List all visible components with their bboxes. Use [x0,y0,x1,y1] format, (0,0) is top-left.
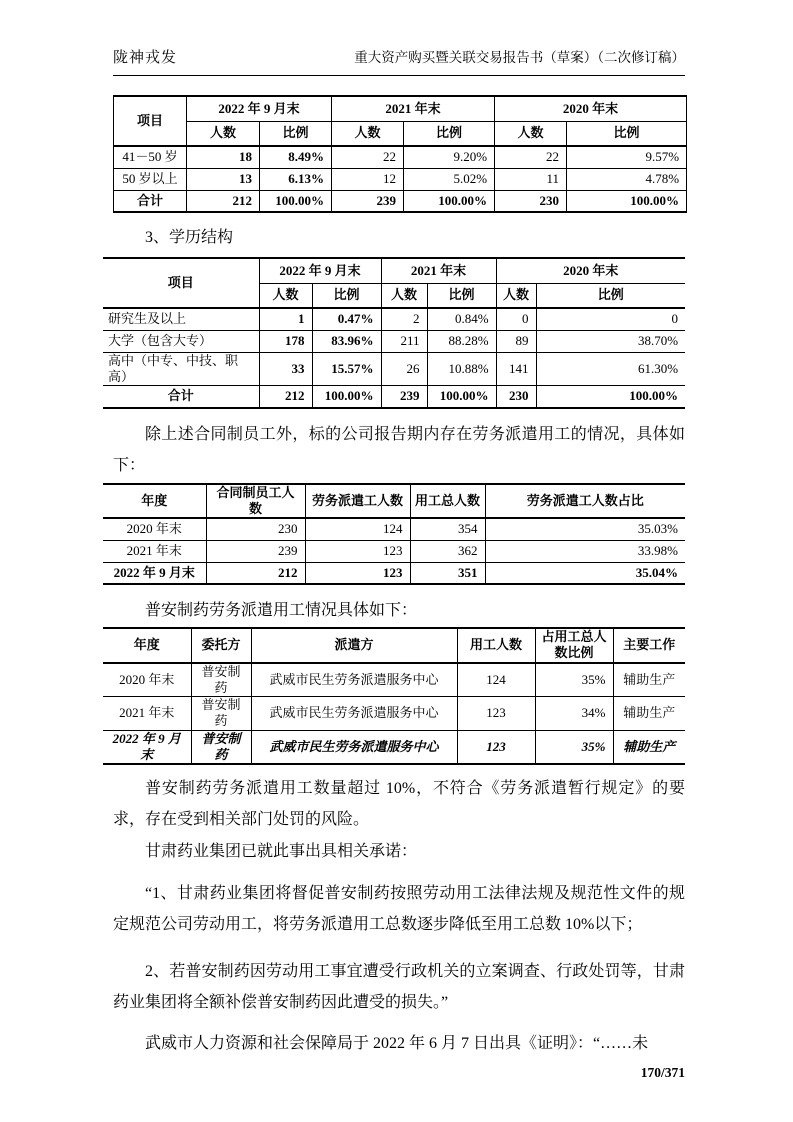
cell: 100.00% [260,190,332,212]
col-header-count: 人数 [259,283,312,308]
table-row [103,518,685,540]
col-header-worker-count: 用工人数 [457,628,535,663]
cell: 212 [206,562,305,584]
cell: 辅助生产 [613,697,685,731]
cell: 123 [457,730,535,764]
cell: 2021 年末 [103,697,191,731]
col-header-year: 年度 [103,484,206,519]
cell: 100.00% [312,386,381,408]
col-group-2020: 2020 年末 [495,96,687,121]
cell: 8.49% [260,146,332,168]
row-label: 50 岁以上 [114,168,187,190]
cell: 12 [332,168,404,190]
puan-dispatch-detail-table [103,627,685,765]
col-header-ratio: 比例 [427,283,496,308]
table-row [103,663,685,697]
col-group-2020: 2020 年末 [496,258,685,283]
cell: 230 [495,190,567,212]
page-number: 170/371 [640,1065,685,1080]
col-header-dispatcher: 派遣方 [251,628,457,663]
labor-dispatch-summary-table [103,483,685,586]
cell: 178 [259,330,312,352]
cell: 2020 年末 [103,663,191,697]
cell: 武威市民生劳务派遣服务中心 [251,663,457,697]
table-row [103,697,685,731]
cell: 5.02% [404,168,495,190]
cell: 239 [332,190,404,212]
paragraph-risk: 普安制药劳务派遣用工数量超过 10%，不符合《劳务派遣暂行规定》的要求，存在受到相关部门处罚的风险。 [113,780,685,828]
header-company-name: 陇神戎发 [113,50,178,66]
cell: 100.00% [567,190,687,212]
cell: 武威市民生劳务派遣服务中心 [251,697,457,731]
col-group-2021: 2021 年末 [381,258,496,283]
cell: 4.78% [567,168,687,190]
cell: 100.00% [404,190,495,212]
table-row-current-period [103,730,685,764]
col-header-year: 年度 [103,628,191,663]
col-group-2021: 2021 年末 [332,96,495,121]
cell: 11 [495,168,567,190]
education-structure-table [103,257,685,409]
age-structure-table [113,95,687,213]
table-row-current-period [103,562,685,584]
row-label: 41－50 岁 [114,146,187,168]
col-header-item: 项目 [114,96,187,146]
paragraph-dispatch-intro: 除上述合同制员工外，标的公司报告期内存在劳务派遣用工的情况，具体如下： [113,425,685,474]
cell: 230 [496,386,536,408]
cell: 35% [535,663,613,697]
row-label: 大学（包含大专） [103,330,259,352]
cell: 22 [332,146,404,168]
col-header-ratio: 比例 [312,283,381,308]
col-group-2022: 2022 年 9 月末 [259,258,381,283]
cell: 123 [305,540,410,562]
cell: 普安制药 [191,663,251,697]
cell: 239 [381,386,427,408]
cell: 6.13% [260,168,332,190]
cell: 351 [410,562,485,584]
cell: 35.03% [485,518,685,540]
table-header-row [114,96,687,121]
table-row [103,308,685,330]
cell: 2021 年末 [103,540,206,562]
cell: 18 [187,146,260,168]
cell: 239 [206,540,305,562]
table-header-row [103,258,685,283]
cell: 26 [381,352,427,386]
col-header-total-count: 用工总人数 [410,484,485,519]
table-header-row [103,484,685,519]
cell: 100.00% [427,386,496,408]
cell: 2022 年 9 月末 [103,730,191,764]
cell: 34% [535,697,613,731]
col-header-client: 委托方 [191,628,251,663]
section-heading: 3、学历结构 [145,229,234,246]
cell: 普安制药 [191,730,251,764]
cell: 0.47% [312,308,381,330]
cell: 22 [495,146,567,168]
col-header-count: 人数 [187,121,260,146]
cell: 0.84% [427,308,496,330]
col-header-count: 人数 [495,121,567,146]
cell: 89 [496,330,536,352]
cell: 35.04% [485,562,685,584]
table-row [103,540,685,562]
cell: 212 [187,190,260,212]
col-header-main-work: 主要工作 [613,628,685,663]
cell: 88.28% [427,330,496,352]
table-header-row [103,628,685,663]
cell: 38.70% [536,330,685,352]
cell: 2 [381,308,427,330]
cell: 124 [305,518,410,540]
row-label: 合计 [114,190,187,212]
cell: 辅助生产 [613,663,685,697]
col-header-count: 人数 [332,121,404,146]
cell: 61.30% [536,352,685,386]
cell: 0 [536,308,685,330]
table-subheader-row [114,121,687,146]
cell: 100.00% [536,386,685,408]
cell: 141 [496,352,536,386]
col-group-2022: 2022 年 9 月末 [187,96,332,121]
table-total-row [103,386,685,408]
col-header-ratio: 比例 [567,121,687,146]
cell: 211 [381,330,427,352]
col-header-contract-count: 合同制员工人数 [206,484,305,519]
cell: 2022 年 9 月末 [103,562,206,584]
cell: 354 [410,518,485,540]
page-header [113,46,685,76]
cell: 230 [206,518,305,540]
cell: 10.88% [427,352,496,386]
cell: 武威市民生劳务派遣服务中心 [251,730,457,764]
cell: 9.20% [404,146,495,168]
cell: 9.57% [567,146,687,168]
table-total-row [114,190,687,212]
cell: 辅助生产 [613,730,685,764]
header-document-title: 重大资产购买暨关联交易报告书（草案）（二次修订稿） [354,50,685,65]
table-row [103,330,685,352]
paragraph-puan-intro: 普安制药劳务派遣用工情况具体如下： [145,602,418,619]
table-row [114,146,687,168]
col-header-dispatch-ratio: 劳务派遣工人数占比 [485,484,685,519]
col-header-ratio: 比例 [260,121,332,146]
paragraph-commitment-intro: 甘肃药业集团已就此事出具相关承诺： [145,843,418,860]
cell: 13 [187,168,260,190]
cell: 83.96% [312,330,381,352]
col-header-count: 人数 [381,283,427,308]
cell: 35% [535,730,613,764]
cell: 362 [410,540,485,562]
col-header-dispatch-count: 劳务派遣工人数 [305,484,410,519]
cell: 0 [496,308,536,330]
paragraph-certificate: 武威市人力资源和社会保障局于 2022 年 6 月 7 日出具《证明》：“……未 [145,1035,649,1052]
table-row [114,168,687,190]
cell: 33 [259,352,312,386]
cell: 212 [259,386,312,408]
col-header-item: 项目 [103,258,259,308]
cell: 15.57% [312,352,381,386]
cell: 1 [259,308,312,330]
col-header-ratio: 占用工总人数比例 [535,628,613,663]
row-label: 合计 [103,386,259,408]
cell: 33.98% [485,540,685,562]
paragraph-commitment-2: 2、若普安制药因劳动用工事宜遭受行政机关的立案调查、行政处罚等，甘肃药业集团将全额补偿普安制药因此遭受的损失。” [113,963,685,1011]
cell: 2020 年末 [103,518,206,540]
row-label: 高中（中专、中技、职高） [103,352,259,386]
cell: 普安制药 [191,697,251,731]
cell: 124 [457,663,535,697]
col-header-ratio: 比例 [404,121,495,146]
table-row [103,352,685,386]
col-header-count: 人数 [496,283,536,308]
paragraph-commitment-1: “1、甘肃药业集团将督促普安制药按照劳动用工法律法规及规范性文件的规定规范公司劳动用工，将劳务派遣用工总数逐步降低至用工总数 10%以下； [113,885,685,933]
row-label: 研究生及以上 [103,308,259,330]
cell: 123 [305,562,410,584]
col-header-ratio: 比例 [536,283,685,308]
cell: 123 [457,697,535,731]
